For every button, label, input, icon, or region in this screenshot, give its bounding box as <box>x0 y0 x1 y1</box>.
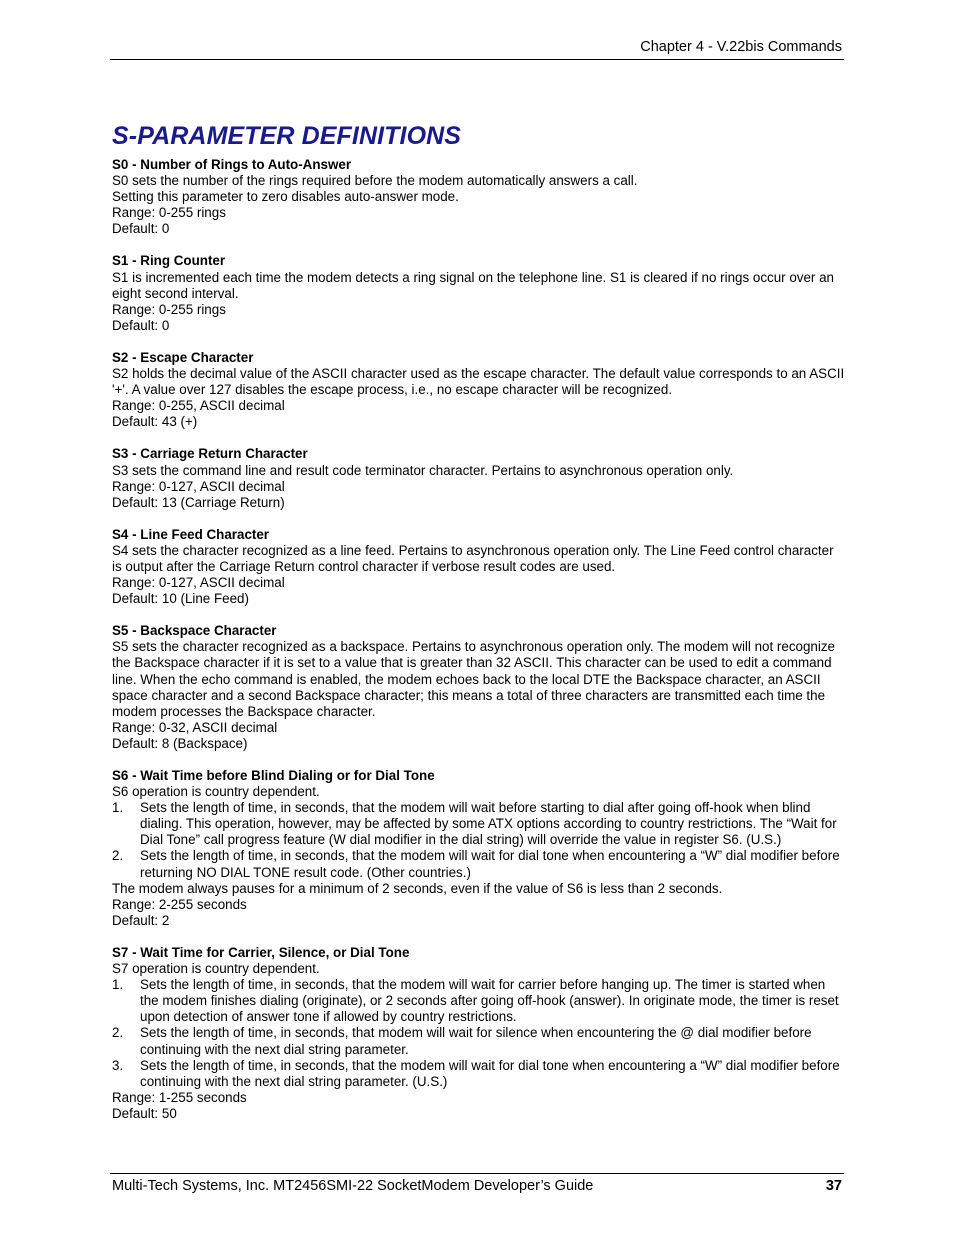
list-text: Sets the length of time, in seconds, that the modem will wait before starting to dial after going off-hook when blind dialing. This operation, however, may be affected by some ATX options according to country restrictions. The “Wait for Dial Tone” call progress feature (W dial modifier in the dial string) will override the value in register S6. (U.S.) <box>140 800 837 848</box>
content <box>112 157 846 1138</box>
default-line: Default: 0 <box>112 221 170 237</box>
section-s4 <box>112 527 846 607</box>
list-text: Sets the length of time, in seconds, that the modem will wait for dial tone when encountering a “W” dial modifier before returning NO DIAL TONE result code. (Other countries.) <box>140 848 840 880</box>
paragraph: S7 operation is country dependent. <box>112 961 320 977</box>
default-line: Default: 2 <box>112 912 170 928</box>
list-text: Sets the length of time, in seconds, that the modem will wait for dial tone when encountering a “W” dial modifier before continuing with the next dial string parameter. (U.S.) <box>140 1057 840 1089</box>
list-item <box>112 800 846 848</box>
list-item <box>112 977 846 1025</box>
chapter-header: Chapter 4 - V.22bis Commands <box>640 39 842 55</box>
range-line: Range: 0-255 rings <box>112 301 226 317</box>
range-line: Range: 0-127, ASCII decimal <box>112 575 285 591</box>
section-s6 <box>112 768 846 929</box>
section-s0 <box>112 157 846 237</box>
section-s5 <box>112 623 846 752</box>
range-line: Range: 0-255 rings <box>112 205 226 221</box>
section-s7 <box>112 945 846 1122</box>
default-line: Default: 0 <box>112 317 170 333</box>
footer-rule <box>110 1173 844 1174</box>
list-number: 3. <box>112 1057 124 1073</box>
section-heading: S0 - Number of Rings to Auto-Answer <box>112 157 352 172</box>
paragraph: S4 sets the character recognized as a line feed. Pertains to asynchronous operation only. The Line Feed control character is output after the Carriage Return control character if verbose result codes are used. <box>112 542 834 574</box>
paragraph: Setting this parameter to zero disables auto-answer mode. <box>112 189 459 205</box>
section-heading: S6 - Wait Time before Blind Dialing or for Dial Tone <box>112 768 435 783</box>
footer-text: Multi-Tech Systems, Inc. MT2456SMI-22 SocketModem Developer’s Guide <box>112 1178 594 1194</box>
header-rule <box>110 59 844 60</box>
list-text: Sets the length of time, in seconds, that the modem will wait for carrier before hanging up. The timer is started when the modem finishes dialing (originate), or 2 seconds after going off-hook (answer). In originate mode, the timer is reset upon detection of answer tone if allowed by country restrictions. <box>140 977 839 1025</box>
paragraph: S3 sets the command line and result code terminator character. Pertains to asynchronous operation only. <box>112 462 734 478</box>
default-line: Default: 50 <box>112 1105 177 1121</box>
section-heading: S3 - Carriage Return Character <box>112 446 308 462</box>
section-heading: S7 - Wait Time for Carrier, Silence, or Dial Tone <box>112 944 410 960</box>
list-number: 1. <box>112 977 124 993</box>
range-line: Range: 0-255, ASCII decimal <box>112 398 285 414</box>
default-line: Default: 8 (Backspace) <box>112 735 248 751</box>
default-line: Default: 43 (+) <box>112 414 198 430</box>
list-item <box>112 1058 846 1090</box>
list-number: 1. <box>112 800 124 816</box>
range-line: Range: 0-32, ASCII decimal <box>112 719 278 735</box>
range-line: Range: 1-255 seconds <box>112 1089 247 1105</box>
list-number: 2. <box>112 848 124 864</box>
list-item <box>112 1025 846 1057</box>
paragraph: S5 sets the character recognized as a backspace. Pertains to asynchronous operation only. The modem will not recognize the Backspace character if it is set to a value that is greater than 32 ASCII. This character can be used to edit a command line. When the echo command is enabled, the modem echoes back to the local DTE the Backspace character, an ASCII space character and a second Backspace character; this means a total of three characters are transmitted each time the modem processes the Backspace character. <box>112 639 835 719</box>
list-text: Sets the length of time, in seconds, that modem will wait for silence when encountering the @ dial modifier before continuing with the next dial string parameter. <box>140 1025 812 1057</box>
page-title: S-PARAMETER DEFINITIONS <box>112 122 462 150</box>
section-s1 <box>112 253 846 333</box>
page-number: 37 <box>825 1178 842 1194</box>
paragraph: S1 is incremented each time the modem detects a ring signal on the telephone line. S1 is cleared if no rings occur over an eight second interval. <box>112 269 835 301</box>
range-line: Range: 2-255 seconds <box>112 896 247 912</box>
section-heading: S2 - Escape Character <box>112 349 254 365</box>
list-number: 2. <box>112 1025 124 1041</box>
paragraph: S0 sets the number of the rings required before the modem automatically answers a call. <box>112 173 638 189</box>
paragraph: S6 operation is country dependent. <box>112 784 320 800</box>
section-heading: S1 - Ring Counter <box>112 253 226 269</box>
paragraph: The modem always pauses for a minimum of 2 seconds, even if the value of S6 is less than 2 seconds. <box>112 880 723 896</box>
section-heading: S4 - Line Feed Character <box>112 526 270 542</box>
section-heading: S5 - Backspace Character <box>112 623 277 639</box>
numbered-list <box>112 977 846 1090</box>
list-item <box>112 848 846 880</box>
section-s3 <box>112 446 846 510</box>
range-line: Range: 0-127, ASCII decimal <box>112 478 285 494</box>
section-s2 <box>112 350 846 430</box>
default-line: Default: 13 (Carriage Return) <box>112 494 285 510</box>
paragraph: S2 holds the decimal value of the ASCII character used as the escape character. The default value corresponds to an ASCII '+'. A value over 127 disables the escape process, i.e., no escape character will be recognized. <box>112 366 845 398</box>
default-line: Default: 10 (Line Feed) <box>112 591 249 607</box>
numbered-list <box>112 800 846 880</box>
